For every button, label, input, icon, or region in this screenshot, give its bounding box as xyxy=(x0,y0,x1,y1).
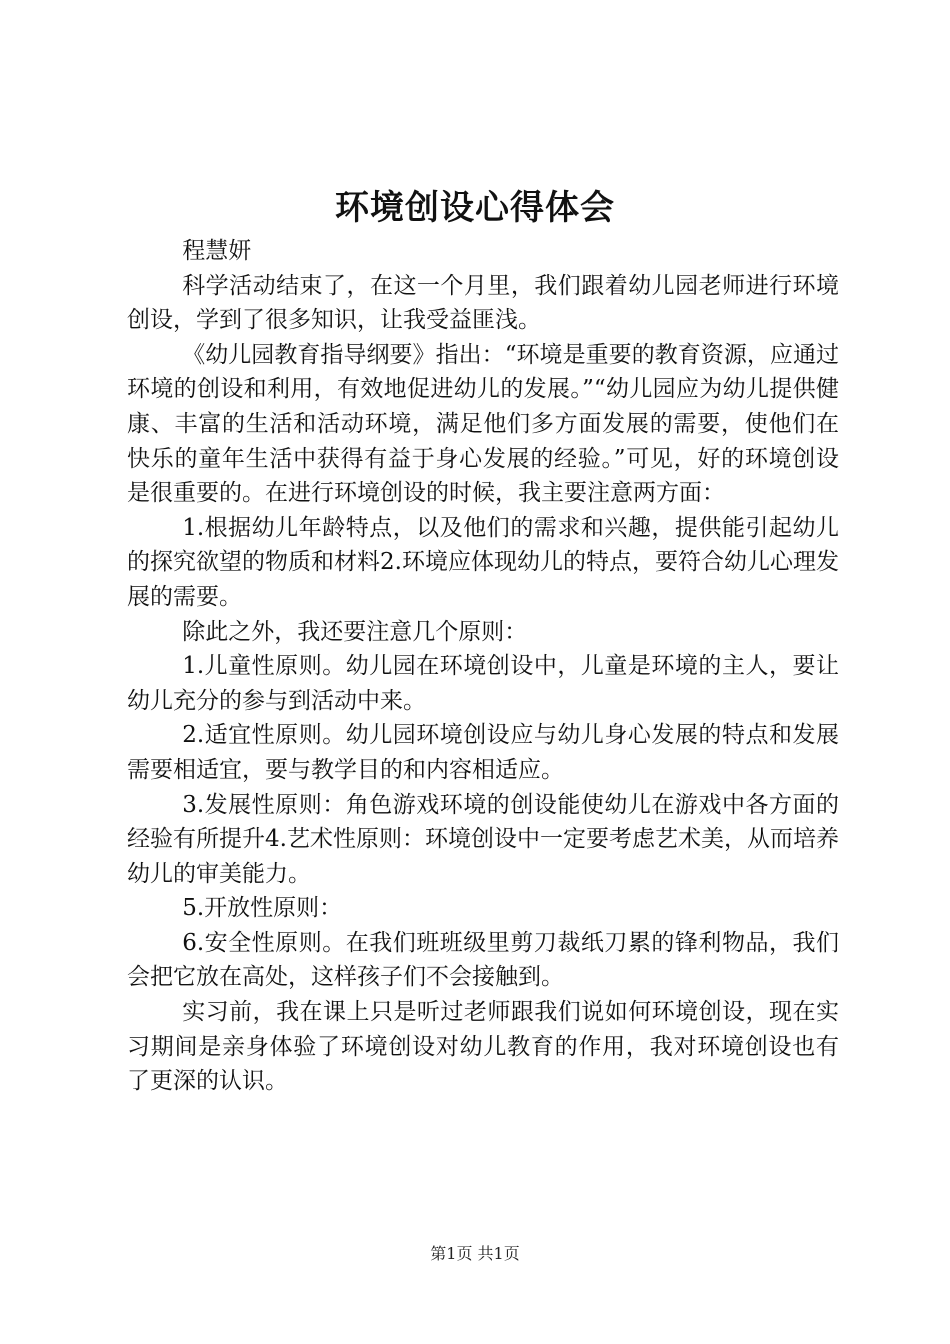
paragraph: 除此之外，我还要注意几个原则： xyxy=(182,618,528,645)
paragraph: 科学活动结束了，在这一个月里，我们跟着幼儿园老师进行环境创设，学到了很多知识，让我受益匪浅。 xyxy=(127,272,839,334)
document-title: 环境创设心得体会 xyxy=(335,188,615,228)
paragraph: 3.发展性原则：角色游戏环境的创设能使幼儿在游戏中各方面的经验有所提升4.艺术性原则：环境创设中一定要考虑艺术美，从而培养幼儿的审美能力。 xyxy=(127,791,839,887)
author-name: 程慧妍 xyxy=(182,238,252,264)
paragraph: 5.开放性原则： xyxy=(182,895,343,922)
paragraph: 1.根据幼儿年龄特点，以及他们的需求和兴趣，提供能引起幼儿的探究欲望的物质和材料2.环境应体现幼儿的特点，要符合幼儿心理发展的需要。 xyxy=(127,514,839,610)
page-footer: 第1页 共1页 xyxy=(430,1244,520,1263)
paragraph: 《幼儿园教育指导纲要》指出：“环境是重要的教育资源，应通过环境的创设和利用，有效地促进幼儿的发展。”“幼儿园应为幼儿提供健康、丰富的生活和活动环境，满足他们多方面发展的需要，使他们在快乐的童年生活中获得有益于身心发展的经验。”可见，好的环境创设是很重要的。在进行环境创设的时候，我主要注意两方面： xyxy=(127,341,839,507)
paragraph: 6.安全性原则。在我们班班级里剪刀裁纸刀累的锋利物品，我们会把它放在高处，这样孩子们不会接触到。 xyxy=(127,929,839,991)
paragraph: 实习前，我在课上只是听过老师跟我们说如何环境创设，现在实习期间是亲身体验了环境创设对幼儿教育的作用，我对环境创设也有了更深的认识。 xyxy=(127,999,839,1095)
document-body xyxy=(127,234,839,1099)
paragraph: 2.适宜性原则。幼儿园环境创设应与幼儿身心发展的特点和发展需要相适宜，要与教学目的和内容相适应。 xyxy=(127,722,839,783)
paragraph: 1.儿童性原则。幼儿园在环境创设中，儿童是环境的主人，要让幼儿充分的参与到活动中来。 xyxy=(127,653,839,714)
